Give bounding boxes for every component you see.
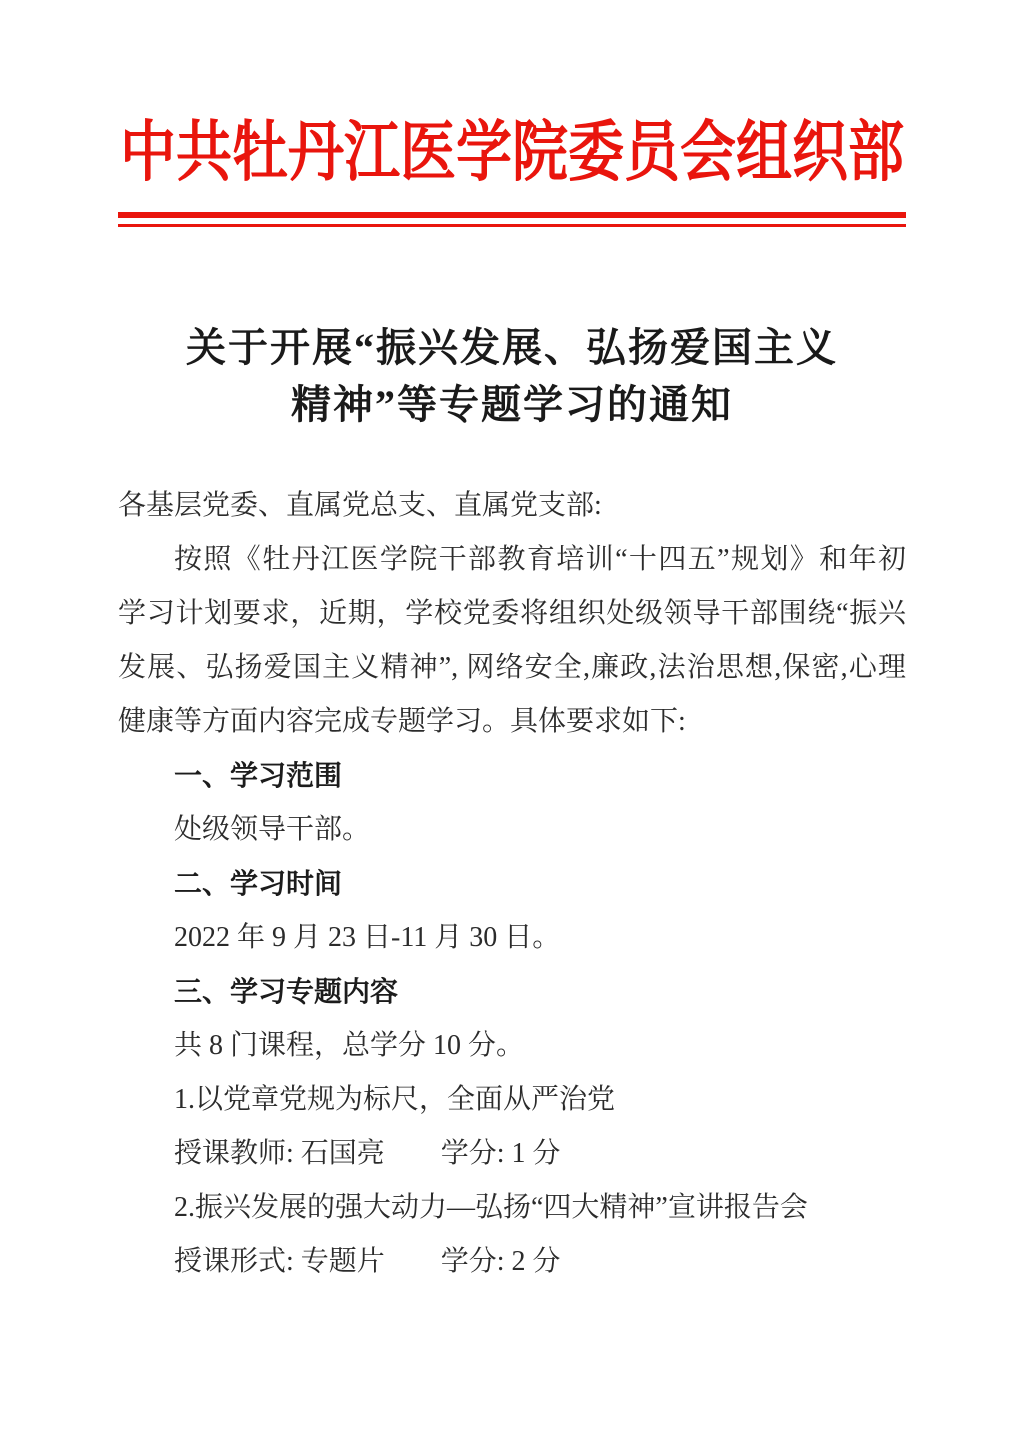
course-2-details: 授课形式: 专题片 学分: 2 分 [174, 1246, 561, 1277]
document-title-line-1: 关于开展“振兴发展、弘扬爱国主义 [186, 325, 838, 370]
document-title-line-2: 精神”等专题学习的通知 [291, 382, 733, 427]
intro-paragraph-line: 按照《牡丹江医学院干部教育培训“十四五”规划》和年初 [174, 544, 906, 575]
intro-paragraph-line: 健康等方面内容完成专题学习。具体要求如下: [118, 706, 686, 737]
section-3-summary: 共 8 门课程，总学分 10 分。 [174, 1030, 525, 1061]
section-1-heading: 一、学习范围 [174, 760, 343, 791]
document-body [118, 479, 906, 1289]
intro-paragraph-line: 学习计划要求，近期，学校党委将组织处级领导干部围绕“振兴 [118, 598, 906, 629]
section-3-heading: 三、学习专题内容 [174, 976, 399, 1007]
course-1-title: 1.以党章党规为标尺，全面从严治党 [174, 1084, 616, 1115]
salutation-line: 各基层党委、直属党总支、直属党支部: [118, 490, 602, 521]
document-title [0, 319, 1024, 433]
section-2-heading: 二、学习时间 [174, 868, 343, 899]
section-1-content: 处级领导干部。 [174, 814, 371, 845]
red-separator-thin [118, 224, 906, 227]
course-1-details: 授课教师: 石国亮 学分: 1 分 [174, 1138, 561, 1169]
letterhead-separator [118, 212, 906, 227]
section-2-content: 2022 年 9 月 23 日-11 月 30 日。 [174, 922, 561, 953]
course-2-title: 2.振兴发展的强大动力—弘扬“四大精神”宣讲报告会 [174, 1192, 808, 1223]
letterhead-org-name: 中共牡丹江医学院委员会组织部 [120, 116, 904, 190]
intro-paragraph-line: 发展、弘扬爱国主义精神”, 网络安全,廉政,法治思想,保密,心理 [118, 652, 906, 683]
